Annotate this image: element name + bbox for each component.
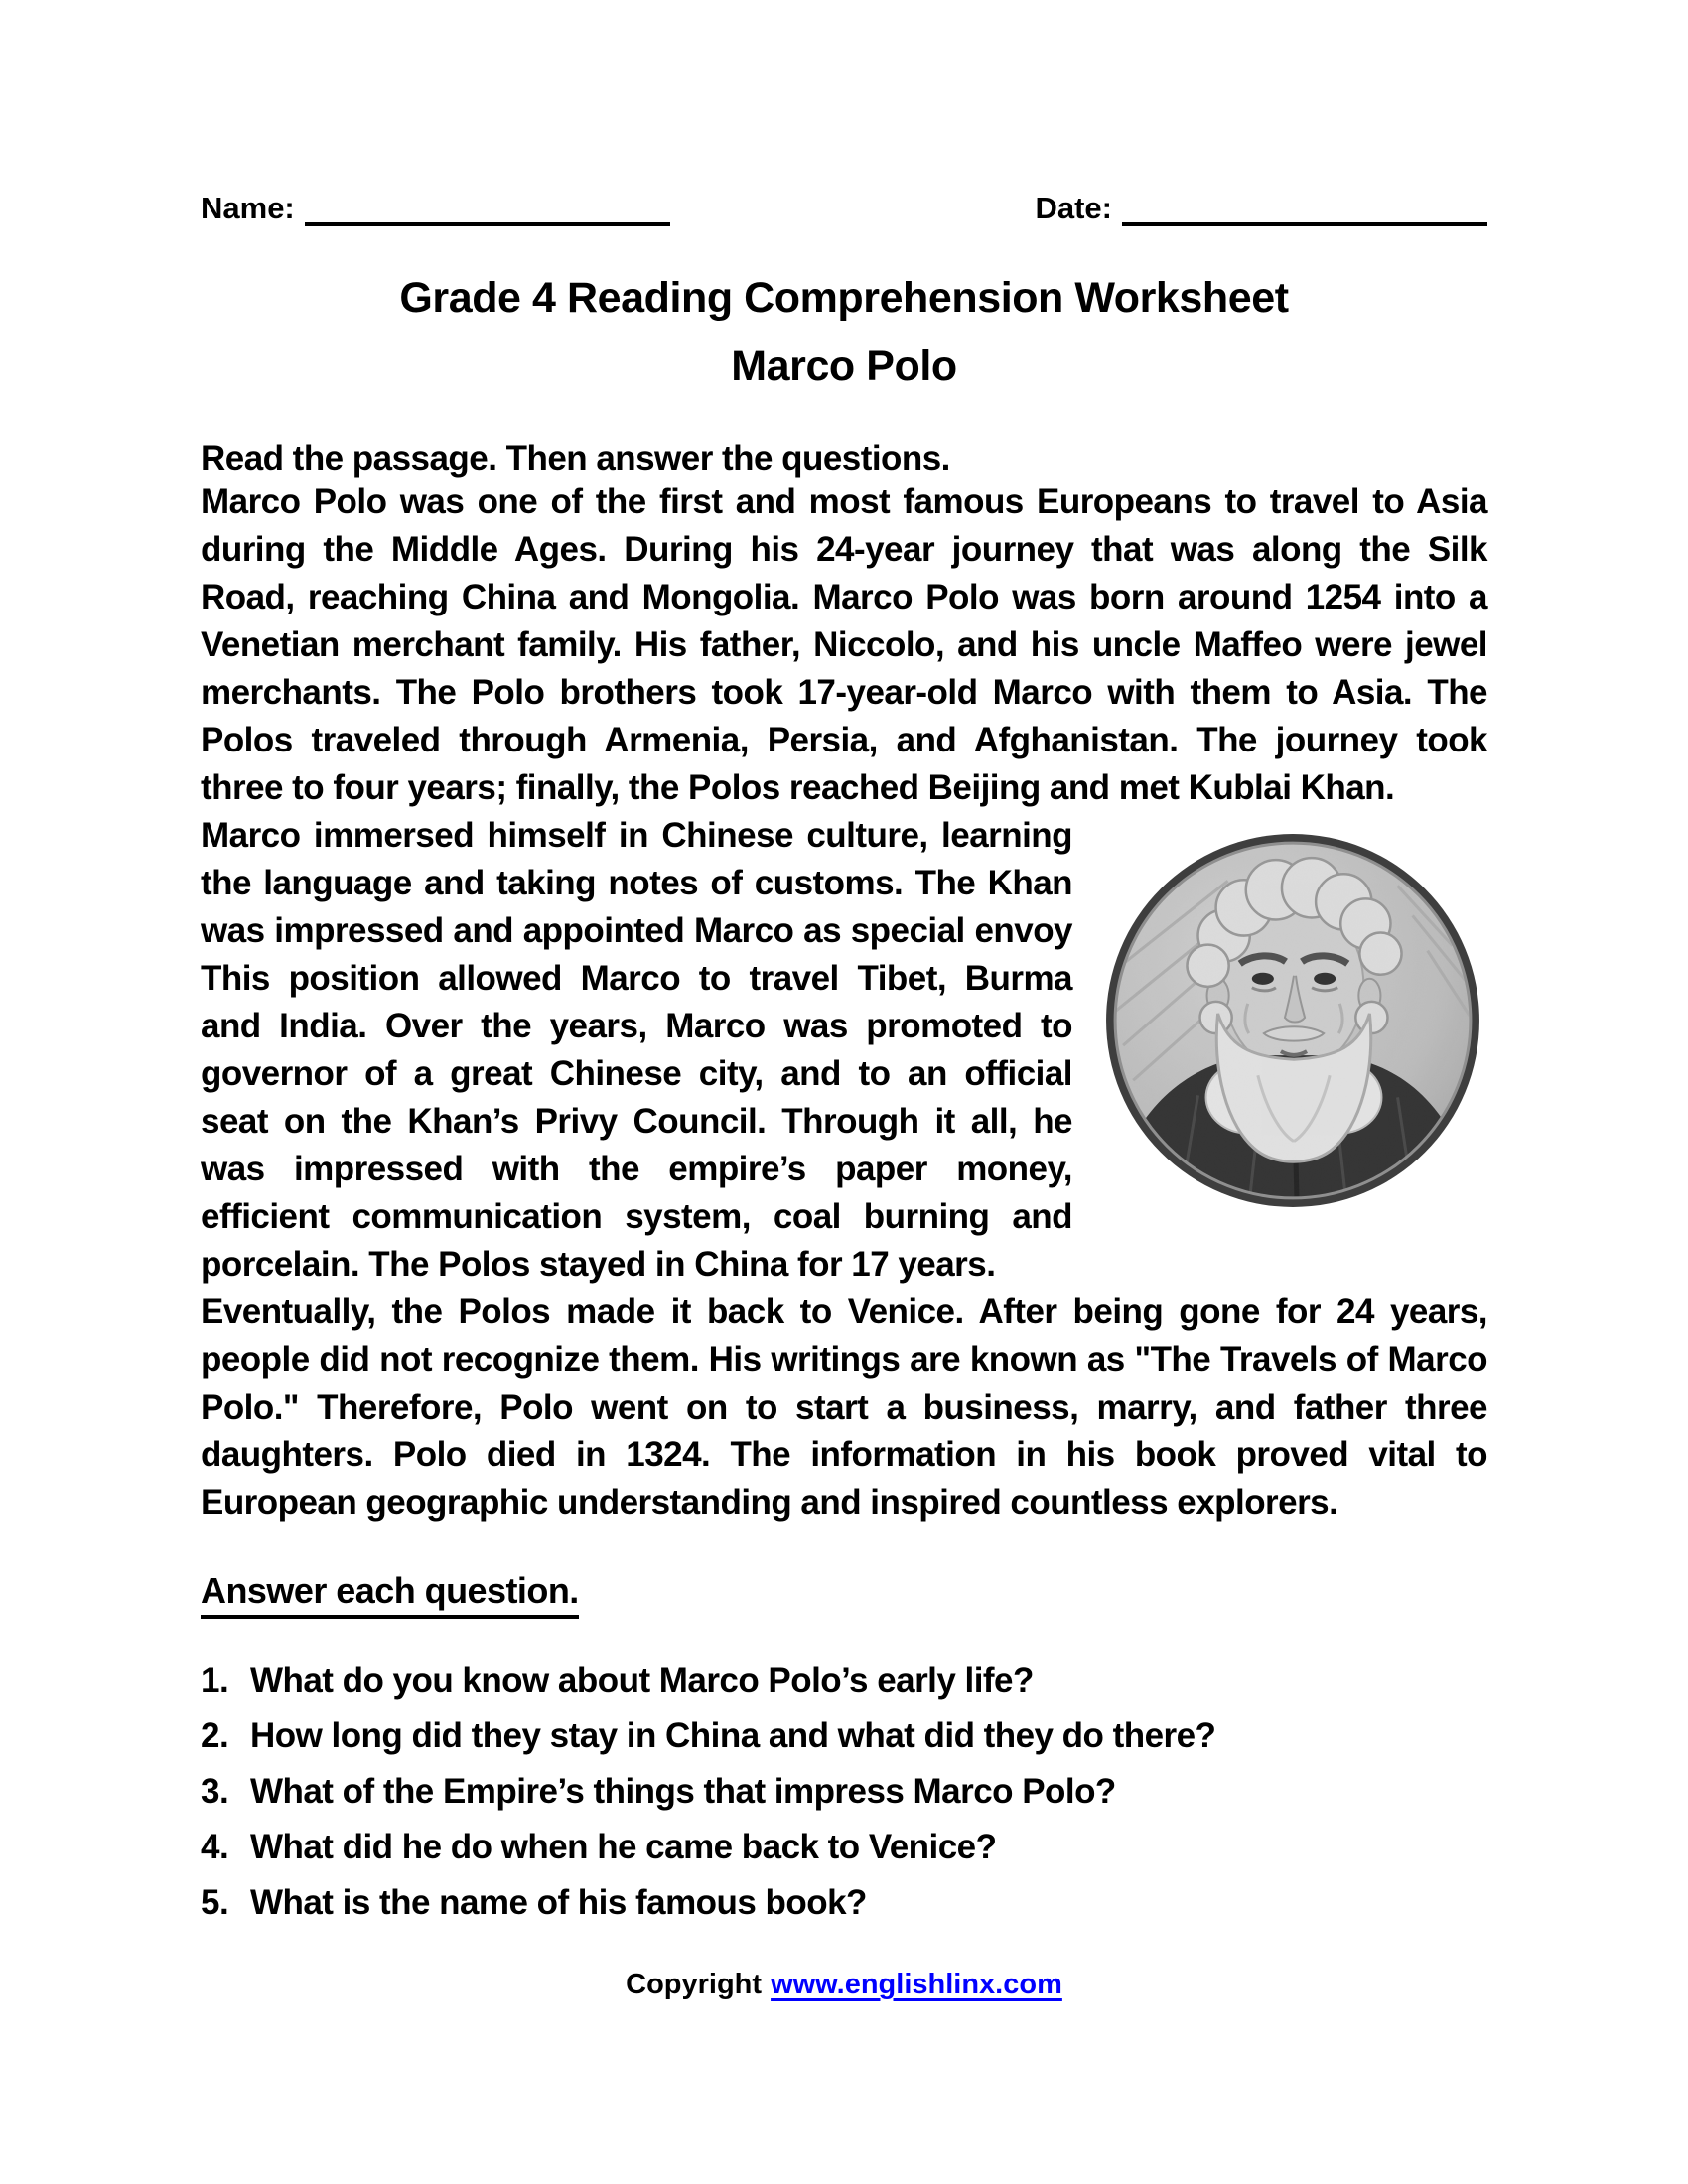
header-row	[201, 187, 1487, 226]
passage	[201, 478, 1487, 1527]
marco-polo-engraving-icon	[1098, 824, 1487, 1217]
name-field	[201, 187, 670, 226]
question-text: What did he do when he came back to Venice?	[250, 1828, 997, 1866]
question-number: 4.	[201, 1828, 229, 1866]
copyright-link[interactable]: www.englishlinx.com	[771, 1969, 1062, 2000]
copyright-label: Copyright	[626, 1969, 763, 2000]
question-number: 2.	[201, 1716, 229, 1755]
passage-part-3: Eventually, the Polos made it back to Venice. After being gone for 24 years, people did not recognize them. His writings are known as "The Travels of Marco Polo." Therefore, Polo went on to start a business, marry, and father three daughters. Polo died in 1324. The information in his book proved vital to European geographic understanding and inspired countless explorers.	[201, 1293, 1487, 1522]
date-blank-line	[1122, 187, 1487, 226]
questions-list	[201, 1657, 1487, 1927]
passage-part-1: Marco Polo was one of the first and most famous Europeans to travel to Asia during the Middle Ages. During his 24-year journey that was along the Silk Road, reaching China and Mongolia. Marco Polo was born around 1254 into a Venetian merchant family. His father, Niccolo, and his uncle Maffeo were jewel merchants. The Polo brothers took 17-year-old Marco with them to Asia. The Polos traveled through Armenia, Persia, and Afghanistan. The journey took three to four years; finally, the Polos reached Beijing and met Kublai Khan.	[201, 482, 1487, 807]
question-number: 5.	[201, 1883, 229, 1922]
page-subtitle: Marco Polo	[731, 342, 957, 390]
date-field	[1035, 187, 1487, 226]
date-label: Date:	[1035, 191, 1112, 225]
question-number: 1.	[201, 1661, 229, 1700]
passage-part-2-block	[201, 812, 1487, 1289]
marco-polo-portrait-image	[1098, 824, 1487, 1217]
question-item	[201, 1879, 1487, 1927]
questions-section	[201, 1570, 1487, 1927]
question-text: What is the name of his famous book?	[250, 1883, 867, 1922]
name-label: Name:	[201, 191, 295, 225]
question-text: What do you know about Marco Polo’s early life?	[250, 1661, 1034, 1700]
question-item	[201, 1824, 1487, 1871]
instruction-text: Read the passage. Then answer the questions.	[201, 439, 950, 478]
page-title: Grade 4 Reading Comprehension Worksheet	[399, 274, 1289, 322]
footer	[201, 1969, 1487, 2001]
question-item	[201, 1657, 1487, 1705]
question-item	[201, 1712, 1487, 1760]
question-text: How long did they stay in China and what did they do there?	[250, 1716, 1216, 1755]
questions-heading: Answer each question.	[201, 1570, 579, 1619]
question-item	[201, 1768, 1487, 1816]
question-number: 3.	[201, 1772, 229, 1811]
passage-part-2: Marco immersed himself in Chinese culture, learning the language and taking notes of customs. The Khan was impressed and appointed Marco as special envoy This position allowed Marco to travel Tibet, Burma and India. Over the years, Marco was promoted to governor of a great Chinese city, and to an official seat on the Khan’s Privy Council. Through it all, he was impressed with the empire’s paper money, efficient communication system, coal burning and porcelain. The Polos stayed in China for 17 years.	[201, 816, 1072, 1284]
question-text: What of the Empire’s things that impress Marco Polo?	[250, 1772, 1116, 1811]
name-blank-line	[305, 187, 670, 226]
